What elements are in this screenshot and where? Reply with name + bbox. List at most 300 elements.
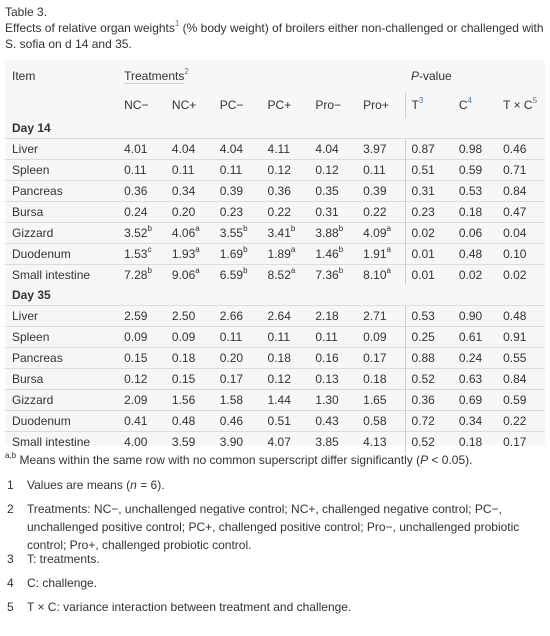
table-row: [5, 265, 545, 286]
value-cell: [166, 411, 214, 432]
value-text: 0.22: [363, 205, 387, 219]
value-text: 0.43: [315, 414, 339, 428]
value-cell: [166, 160, 214, 181]
pvalue-cell: 0.52: [405, 432, 453, 453]
value-superscript: a: [195, 224, 200, 233]
value-cell: [166, 390, 214, 411]
value-cell: [262, 411, 310, 432]
value-cell: [118, 265, 166, 286]
value-cell: [118, 411, 166, 432]
value-superscript: a: [195, 266, 200, 275]
value-text: 0.12: [315, 163, 339, 177]
value-superscript: a: [195, 245, 200, 254]
value-cell: [166, 327, 214, 348]
value-cell: [262, 369, 310, 390]
empty-header-cell: [5, 93, 118, 118]
footnote-text: = 6).: [136, 478, 165, 492]
pvalue-header: [405, 60, 545, 93]
footnote-text: Values are means (: [27, 478, 131, 492]
treatments-header: [118, 60, 405, 93]
pvalue-col-label: T × C: [503, 98, 533, 112]
value-text: 4.06: [171, 226, 196, 240]
table-row: [5, 223, 545, 244]
row-item-label: Liver: [5, 139, 118, 160]
footnote-number: 4: [7, 576, 14, 590]
value-text: 0.12: [124, 372, 148, 386]
value-text: 2.66: [219, 309, 244, 323]
value-superscript: a: [386, 266, 391, 275]
table-row: [5, 244, 545, 265]
group-label: Day 14: [12, 121, 51, 135]
value-text: 0.58: [363, 414, 387, 428]
treatment-col-header: PC+: [267, 98, 292, 112]
pvalue-cell: 0.36: [405, 390, 453, 411]
value-text: 3.59: [171, 435, 196, 449]
value-cell: [357, 160, 405, 181]
pvalue-cell: 0.25: [405, 327, 453, 348]
treatment-col-header: NC+: [171, 98, 197, 112]
value-cell: [262, 327, 310, 348]
caption-text-2: (% body weight) of broilers either non-challenged or challenged with S. sofia on d 14 and 35.: [5, 21, 544, 51]
value-cell: [309, 244, 357, 265]
row-item-label: Pancreas: [5, 348, 118, 369]
row-item-label: Bursa: [5, 202, 118, 223]
footnote-item: [5, 550, 545, 568]
value-text: 0.11: [363, 163, 386, 177]
table-row: [5, 348, 545, 369]
value-text: 3.85: [315, 435, 339, 449]
value-cell: [309, 223, 357, 244]
value-text: 0.09: [363, 330, 387, 344]
pvalue-cell: 0.71: [497, 160, 545, 181]
value-cell: [357, 348, 405, 369]
pvalue-cell: 0.02: [453, 265, 497, 286]
row-item-label: Bursa: [5, 369, 118, 390]
value-cell: [118, 181, 166, 202]
treatment-col-header: Pro−: [315, 98, 342, 112]
row-item-label: Small intestine: [5, 265, 118, 286]
value-cell: [357, 306, 405, 327]
value-text: 1.44: [267, 393, 291, 407]
value-cell: [214, 160, 262, 181]
footnote-number: 1: [7, 478, 14, 492]
value-cell: [214, 265, 262, 286]
value-text: 0.20: [219, 351, 244, 365]
value-superscript: b: [290, 224, 296, 233]
pvalue-cell: 0.17: [497, 432, 545, 453]
pvalue-cell: 0.48: [497, 306, 545, 327]
pvalue-col-label: T: [411, 98, 419, 112]
table-row: [5, 181, 545, 202]
value-cell: [166, 432, 214, 453]
pvalue-cell: 0.31: [405, 181, 453, 202]
pvalue-col-header: [405, 93, 453, 118]
value-text: 4.09: [363, 226, 387, 240]
pvalue-cell: 0.59: [497, 390, 545, 411]
value-text: 1.30: [315, 393, 339, 407]
pvalue-cell: 0.61: [453, 327, 497, 348]
value-cell: [262, 244, 310, 265]
value-cell: [309, 160, 357, 181]
value-text: 6.59: [219, 268, 244, 282]
value-cell: [118, 306, 166, 327]
value-cell: [262, 390, 310, 411]
value-cell: [357, 181, 405, 202]
table-row: [5, 202, 545, 223]
row-item-label: Duodenum: [5, 244, 118, 265]
value-cell: [214, 244, 262, 265]
pvalue-cell: 0.06: [453, 223, 497, 244]
value-cell: [166, 244, 214, 265]
value-cell: [166, 202, 214, 223]
value-text: 9.06: [171, 268, 196, 282]
footnote-number: 3: [7, 552, 14, 566]
value-cell: [118, 369, 166, 390]
value-text: 2.18: [315, 309, 339, 323]
value-cell: [118, 160, 166, 181]
value-text: 0.11: [267, 330, 291, 344]
pvalue-col-header: [497, 93, 545, 118]
pvalue-cell: 0.53: [405, 306, 453, 327]
value-cell: [357, 390, 405, 411]
value-cell: [118, 139, 166, 160]
pvalue-cell: 0.18: [453, 432, 497, 453]
value-text: 3.52: [124, 226, 148, 240]
value-text: 4.01: [124, 142, 148, 156]
value-text: 0.51: [267, 414, 291, 428]
value-text: 1.93: [171, 247, 196, 261]
pvalue-cell: 0.72: [405, 411, 453, 432]
table-caption: [5, 20, 547, 52]
value-superscript: a: [290, 245, 296, 254]
value-cell: [214, 348, 262, 369]
pvalue-cell: 0.34: [453, 411, 497, 432]
caption-text-1: Effects of relative organ weights: [5, 21, 175, 35]
value-cell: [166, 369, 214, 390]
pvalue-cell: 0.59: [453, 160, 497, 181]
pvalue-cell: 0.02: [405, 223, 453, 244]
value-cell: [262, 306, 310, 327]
value-cell: [262, 181, 310, 202]
pvalue-footnote-link[interactable]: 4: [467, 96, 472, 105]
pvalue-cell: 0.23: [405, 202, 453, 223]
treatments-footnote-link[interactable]: 2: [184, 67, 189, 76]
value-cell: [309, 390, 357, 411]
value-text: 3.90: [219, 435, 244, 449]
value-superscript: b: [147, 266, 152, 275]
pvalue-cell: 0.48: [453, 244, 497, 265]
table-row: [5, 432, 545, 453]
value-text: 3.88: [315, 226, 339, 240]
pvalue-col-label: C: [458, 98, 468, 112]
row-item-label: Duodenum: [5, 411, 118, 432]
value-cell: [214, 327, 262, 348]
item-header: Item: [12, 69, 36, 83]
value-text: 2.50: [171, 309, 196, 323]
value-superscript: a: [386, 245, 391, 254]
value-text: 0.18: [363, 372, 387, 386]
pvalue-cell: 0.55: [497, 348, 545, 369]
row-item-label: Liver: [5, 306, 118, 327]
footnote-number: 2: [7, 502, 14, 516]
footnote-item: [5, 598, 545, 616]
value-text: 0.48: [171, 414, 196, 428]
value-cell: [309, 306, 357, 327]
value-cell: [214, 181, 262, 202]
value-cell: [357, 223, 405, 244]
value-cell: [214, 306, 262, 327]
treatment-col-header: NC−: [124, 98, 149, 112]
footnote-text: T × C: variance interaction between treatment and challenge.: [27, 600, 352, 614]
table-row: [5, 369, 545, 390]
value-text: 1.56: [171, 393, 196, 407]
value-text: 0.36: [124, 184, 148, 198]
value-superscript: a: [290, 266, 296, 275]
value-cell: [166, 223, 214, 244]
table-row: [5, 139, 545, 160]
pvalue-cell: 0.87: [405, 139, 453, 160]
value-text: 0.12: [267, 372, 291, 386]
header-row-1: [5, 60, 545, 93]
pvalue-cell: 0.47: [497, 202, 545, 223]
value-superscript: b: [338, 245, 344, 254]
value-superscript: b: [147, 224, 152, 233]
value-cell: [309, 432, 357, 453]
footnote-item: [5, 500, 545, 554]
value-text: 4.04: [219, 142, 244, 156]
footnote-item: [5, 476, 545, 494]
value-text: 0.15: [124, 351, 148, 365]
value-text: 0.11: [315, 330, 338, 344]
value-text: 1.65: [363, 393, 387, 407]
pvalue-cell: 0.84: [497, 181, 545, 202]
value-cell: [357, 244, 405, 265]
value-cell: [214, 139, 262, 160]
value-cell: [166, 348, 214, 369]
pvalue-cell: 0.84: [497, 369, 545, 390]
value-text: 0.24: [124, 205, 148, 219]
table-row: [5, 306, 545, 327]
value-text: 0.39: [219, 184, 244, 198]
value-text: 0.36: [267, 184, 291, 198]
value-cell: [262, 223, 310, 244]
caption-footnote-link-1[interactable]: 1: [174, 19, 180, 28]
value-text: 7.36: [315, 268, 339, 282]
value-cell: [214, 202, 262, 223]
footnote-sig-italic: P: [420, 453, 429, 467]
group-row: [5, 285, 545, 306]
row-item-label: Pancreas: [5, 181, 118, 202]
value-text: 7.28: [124, 268, 148, 282]
pvalue-cell: 0.01: [405, 244, 453, 265]
table-row: [5, 327, 545, 348]
row-item-label: Gizzard: [5, 390, 118, 411]
value-text: 4.11: [267, 142, 291, 156]
value-text: 1.58: [219, 393, 244, 407]
pvalue-cell: 0.01: [405, 265, 453, 286]
value-cell: [357, 327, 405, 348]
value-text: 0.11: [219, 163, 243, 177]
pvalue-italic-p: P: [411, 69, 420, 83]
value-text: 4.07: [267, 435, 291, 449]
value-cell: [262, 432, 310, 453]
value-cell: [309, 369, 357, 390]
value-text: 0.15: [171, 372, 196, 386]
value-text: 3.97: [363, 142, 387, 156]
value-text: 3.55: [219, 226, 244, 240]
footnote-significance: [5, 452, 545, 468]
value-cell: [118, 390, 166, 411]
value-cell: [214, 411, 262, 432]
value-text: 0.31: [315, 205, 339, 219]
value-text: 1.53: [124, 247, 148, 261]
value-text: 1.89: [267, 247, 291, 261]
footnote-number: 5: [7, 600, 14, 614]
table-footnotes: [5, 451, 545, 614]
footnote-text: T: treatments.: [27, 552, 100, 566]
value-text: 0.35: [315, 184, 339, 198]
value-text: 0.34: [171, 184, 196, 198]
value-text: 0.09: [124, 330, 148, 344]
value-cell: [118, 327, 166, 348]
value-text: 1.69: [219, 247, 244, 261]
value-text: 0.17: [219, 372, 244, 386]
treatment-col-header: Pro+: [363, 98, 389, 112]
pvalue-cell: 0.18: [453, 202, 497, 223]
value-text: 0.11: [124, 163, 147, 177]
value-text: 2.64: [267, 309, 291, 323]
value-cell: [118, 244, 166, 265]
value-cell: [214, 390, 262, 411]
value-cell: [118, 432, 166, 453]
value-cell: [309, 181, 357, 202]
value-cell: [309, 265, 357, 286]
value-cell: [262, 160, 310, 181]
value-cell: [166, 181, 214, 202]
value-cell: [166, 265, 214, 286]
value-cell: [166, 306, 214, 327]
pvalue-cell: 0.69: [453, 390, 497, 411]
pvalue-cell: 0.24: [453, 348, 497, 369]
pvalue-cell: 0.46: [497, 139, 545, 160]
group-row: [5, 118, 545, 139]
value-text: 0.17: [363, 351, 387, 365]
value-text: 0.23: [219, 205, 244, 219]
pvalue-cell: 0.22: [497, 411, 545, 432]
value-cell: [309, 411, 357, 432]
value-cell: [262, 139, 310, 160]
pvalue-col-header: [453, 93, 497, 118]
value-superscript: b: [243, 224, 248, 233]
value-text: 4.00: [124, 435, 148, 449]
value-cell: [309, 327, 357, 348]
pvalue-cell: 0.04: [497, 223, 545, 244]
pvalue-footnote-link[interactable]: 5: [532, 96, 538, 105]
pvalue-footnote-link[interactable]: 3: [418, 96, 424, 105]
pvalue-cell: 0.90: [453, 306, 497, 327]
pvalue-cell: 0.88: [405, 348, 453, 369]
value-cell: [309, 348, 357, 369]
value-text: 0.41: [124, 414, 148, 428]
header-row-2: [5, 93, 545, 118]
value-cell: [118, 348, 166, 369]
value-text: 4.13: [363, 435, 387, 449]
value-text: 0.39: [363, 184, 387, 198]
value-superscript: b: [243, 245, 248, 254]
row-item-label: Spleen: [5, 327, 118, 348]
value-cell: [309, 202, 357, 223]
value-text: 1.46: [315, 247, 339, 261]
value-cell: [357, 139, 405, 160]
value-text: 0.13: [315, 372, 339, 386]
footnote-sig-text: Means within the same row with no common superscript differ significantly (: [16, 453, 421, 467]
value-cell: [214, 369, 262, 390]
value-text: 3.41: [267, 226, 291, 240]
value-text: 0.22: [267, 205, 291, 219]
row-item-label: Spleen: [5, 160, 118, 181]
value-cell: [262, 202, 310, 223]
treatment-col-header: PC−: [219, 98, 244, 112]
value-cell: [118, 202, 166, 223]
pvalue-header-rest: -value: [419, 69, 452, 83]
value-text: 2.09: [124, 393, 148, 407]
value-cell: [214, 223, 262, 244]
treatments-header-text: Treatments: [124, 69, 185, 83]
row-item-label: Gizzard: [5, 223, 118, 244]
pvalue-cell: 0.10: [497, 244, 545, 265]
pvalue-cell: 0.51: [405, 160, 453, 181]
value-text: 4.04: [315, 142, 339, 156]
pvalue-cell: 0.53: [453, 181, 497, 202]
value-cell: [357, 432, 405, 453]
footnote-text: C: challenge.: [27, 576, 98, 590]
value-text: 0.11: [171, 163, 195, 177]
pvalue-cell: 0.91: [497, 327, 545, 348]
data-table-container: [5, 60, 545, 449]
value-text: 0.18: [171, 351, 196, 365]
value-cell: [214, 432, 262, 453]
value-text: 0.18: [267, 351, 291, 365]
value-superscript: c: [147, 245, 152, 254]
value-text: 0.16: [315, 351, 339, 365]
footnote-text: Treatments: NC−, unchallenged negative control; NC+, challenged negative control; PC−, unchallenged positive control; PC+, challenged positive control; Pro−, unchallenged probiotic control; Pro+, challenged probiotic control.: [27, 502, 520, 552]
table-row: [5, 390, 545, 411]
value-cell: [309, 139, 357, 160]
value-superscript: a: [386, 224, 391, 233]
value-cell: [262, 265, 310, 286]
value-text: 4.04: [171, 142, 196, 156]
value-text: 8.10: [363, 268, 387, 282]
pvalue-cell: 0.02: [497, 265, 545, 286]
table-label: Table 3.: [5, 5, 48, 19]
value-superscript: b: [338, 224, 344, 233]
value-cell: [357, 369, 405, 390]
value-superscript: b: [338, 266, 344, 275]
value-text: 0.20: [171, 205, 196, 219]
value-text: 8.52: [267, 268, 291, 282]
value-text: 1.91: [363, 247, 387, 261]
value-cell: [357, 411, 405, 432]
pvalue-cell: 0.63: [453, 369, 497, 390]
value-superscript: b: [243, 266, 248, 275]
value-cell: [357, 265, 405, 286]
footnote-sig-text-end: < 0.05).: [428, 453, 473, 467]
value-text: 2.71: [363, 309, 387, 323]
value-cell: [357, 202, 405, 223]
table-row: [5, 160, 545, 181]
pvalue-cell: 0.98: [453, 139, 497, 160]
table-body: [5, 118, 545, 452]
